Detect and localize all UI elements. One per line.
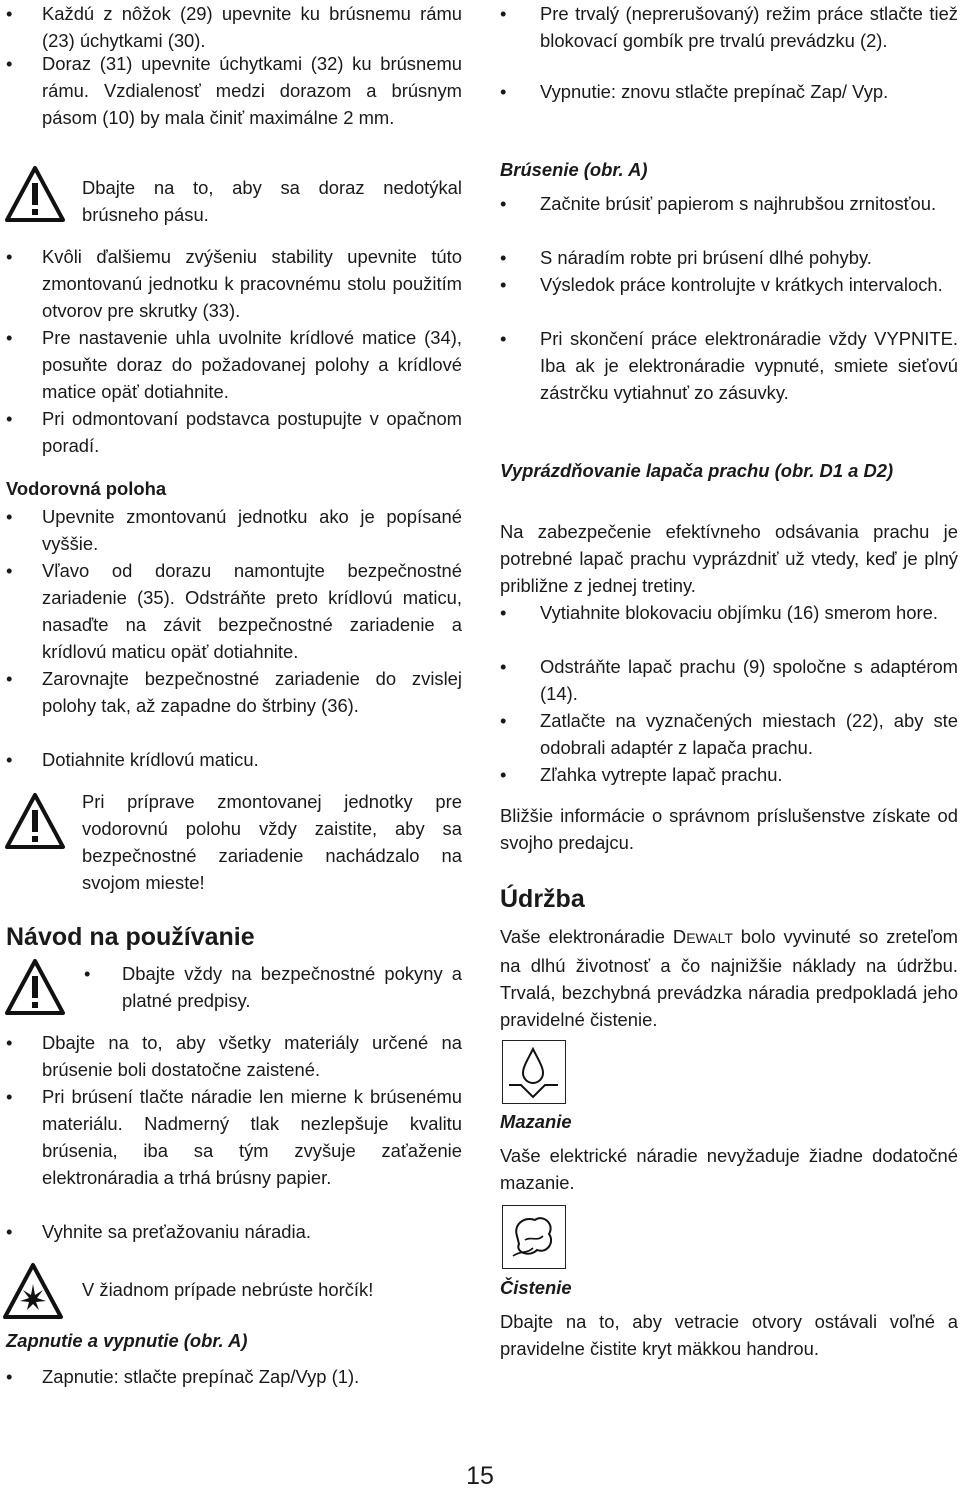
warning-text: V žiadnom prípade nebrúste horčík! <box>82 1279 374 1300</box>
list-item: • Zarovnajte bezpečnostné zariadenie do zvislej polohy tak, až zapadne do štrbiny (36). <box>6 668 462 716</box>
paragraph: Na zabezpečenie efektívneho odsávania prachu je potrebné lapač prachu vyprázdniť už vtedy, keď je plný približne z jednej tretiny. <box>500 521 958 596</box>
section-title: Návod na používanie <box>6 923 255 951</box>
paragraph: Vaše elektrické náradie nevyžaduje žiadne dodatočné mazanie. <box>500 1145 958 1193</box>
list-item: • Dbajte vždy na bezpečnostné pokyny a platné predpisy. <box>84 963 462 1011</box>
list-item: • Upevnite zmontovanú jednotku ako je popísané vyššie. <box>6 506 462 554</box>
warning-text: Dbajte na to, aby sa doraz nedotýkal brúsneho pásu. <box>82 177 462 225</box>
list-item: • Dbajte na to, aby všetky materiály určené na brúsenie boli dostatočne zaistené. <box>6 1032 462 1080</box>
bullet: • <box>6 3 13 24</box>
list-item: • Odstráňte lapač prachu (9) spoločne s adaptérom (14). <box>500 656 958 704</box>
warning-triangle-icon <box>4 165 66 223</box>
section-heading: Mazanie <box>500 1111 572 1132</box>
list-item: • Začnite brúsiť papierom s najhrubšou zrnitosťou. <box>500 193 937 214</box>
list-item: • Zapnutie: stlačte prepínač Zap/Vyp (1). <box>6 1366 360 1387</box>
warning-triangle-icon <box>4 958 66 1016</box>
list-item: • Vytiahnite blokovaciu objímku (16) smerom hore. <box>500 602 938 623</box>
list-item: • Zatlačte na vyznačených miestach (22), aby ste odobrali adaptér z lapača prachu. <box>500 710 958 758</box>
warning-triangle-icon <box>4 792 66 850</box>
warning-text: Pri príprave zmontovanej jednotky pre vodorovnú polohu vždy zaistite, aby sa bezpečnostné zariadenie nachádzalo na svojom mieste! <box>82 791 462 893</box>
list-item: • Pri brúsení tlačte náradie len mierne k brúsenému materiálu. Nadmerný tlak nezlepšuje kvalitu brúsenia, iba sa tým zvyšuje zaťaženie elektronáradia a trhá brúsny papier. <box>6 1086 462 1188</box>
list-item: • Pre nastavenie uhla uvolnite krídlové matice (34), posuňte doraz do požadovanej polohy a krídlové matice opäť dotiahnite. <box>6 327 462 402</box>
list-item: • Výsledok práce kontrolujte v krátkych intervaloch. <box>500 274 943 295</box>
list-item: • S náradím robte pri brúsení dlhé pohyby. <box>500 247 872 268</box>
list-item: • Pre trvalý (neprerušovaný) režim práce stlačte tiež blokovací gombík pre trvalú prevádzku (2). <box>500 3 958 51</box>
paragraph: Bližšie informácie o správnom príslušenstve získate od svojho predajcu. <box>500 805 958 853</box>
section-heading: Vyprázdňovanie lapača prachu (obr. D1 a D2) <box>500 460 894 481</box>
list-item: • Vyhnite sa preťažovaniu náradia. <box>6 1221 311 1242</box>
list-item: • Pri skončení práce elektronáradie vždy VYPNITE. Iba ak je elektronáradie vypnuté, smiete sieťovú zástrčku vytiahnuť zo zásuvky. <box>500 328 958 403</box>
list-item: • Doraz (31) upevnite úchytkami (32) ku brúsnemu rámu. Vzdialenosť medzi dorazom a brúsnym pásom (10) by mala činiť maximálne 2 mm. <box>6 50 462 158</box>
list-item: • Vľavo od dorazu namontujte bezpečnostné zariadenie (35). Odstráňte preto krídlovú maticu, nasaďte na závit bezpečnostné zariadenie a krídlovú maticu opäť dotiahnite. <box>6 560 462 662</box>
list-item: • Vypnutie: znovu stlačte prepínač Zap/ Vyp. <box>500 81 889 102</box>
list-item: • Pri odmontovaní podstavca postupujte v opačnom poradí. <box>6 408 462 456</box>
paragraph: Dbajte na to, aby vetracie otvory ostávali voľné a pravidelne čistite kryt mäkkou handrou. <box>500 1311 958 1359</box>
brand-text: EWALT <box>686 930 733 946</box>
section-heading: Vodorovná poloha <box>6 478 167 499</box>
oil-drop-icon <box>502 1040 566 1104</box>
list-item: • Každú z nôžok (29) upevnite ku brúsnemu rámu (23) úchytkami (30). <box>6 0 462 54</box>
section-heading: Brúsenie (obr. A) <box>500 159 648 180</box>
section-heading: Čistenie <box>500 1277 572 1298</box>
bullet: • <box>6 53 13 74</box>
cleaning-cloth-icon <box>502 1205 566 1269</box>
section-title: Údržba <box>500 885 585 913</box>
list-item: • Zľahka vytrepte lapač prachu. <box>500 764 783 785</box>
explosion-warning-icon <box>2 1262 64 1320</box>
section-heading: Zapnutie a vypnutie (obr. A) <box>6 1330 248 1351</box>
page-number: 15 <box>466 1462 494 1490</box>
paragraph: Vaše elektronáradie DEWALT bolo vyvinuté so zreteľom na dlhú životnosť a čo najnižšie náklady na údržbu. Trvalá, bezchybná prevádzka náradia predpokladá jeho pravidelné čistenie. <box>500 926 958 1030</box>
list-item: • Dotiahnite krídlovú maticu. <box>6 749 259 770</box>
list-item: • Kvôli ďalšiemu zvýšeniu stability upevnite túto zmontovanú jednotku k pracovnému stolu použitím otvorov pre skrutky (33). <box>6 246 462 321</box>
